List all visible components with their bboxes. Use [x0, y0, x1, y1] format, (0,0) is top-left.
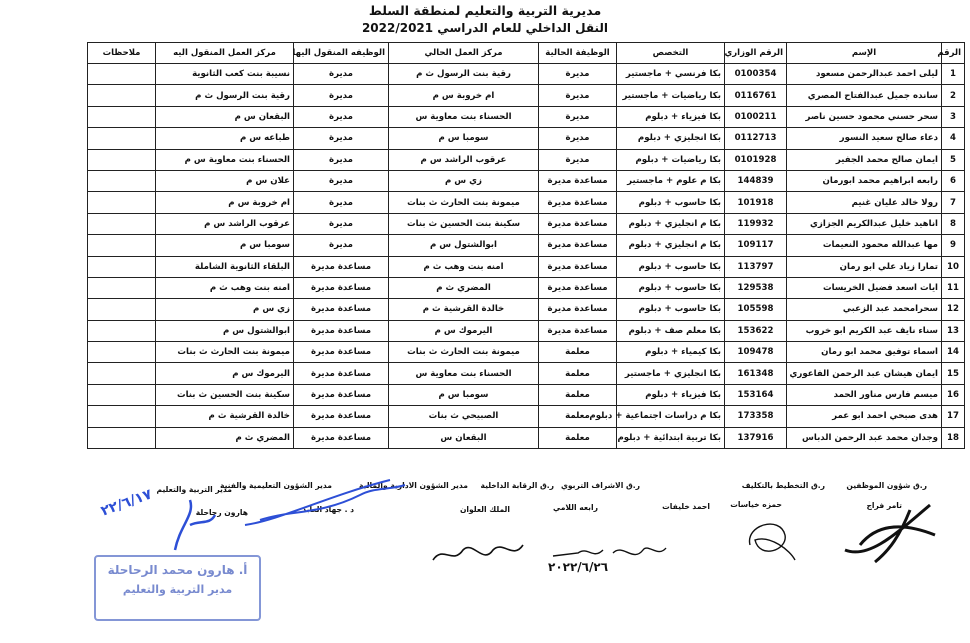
cell-specialty: بكا انجليزي + ماجستير — [617, 363, 725, 384]
cell-name: اناهيد خليل عبدالكريم الجزازي — [787, 213, 942, 234]
cell-specialty: بكا فيزياء + دبلوم — [617, 384, 725, 405]
cell-notes — [88, 427, 156, 448]
cell-national-id: 0100211 — [725, 106, 787, 127]
cell-specialty: بكا فيزياء + دبلوم — [617, 106, 725, 127]
cell-current-school: سكينة بنت الحسين ث بنات — [389, 213, 539, 234]
cell-new-job: مديرة — [294, 106, 389, 127]
col-header-notes: ملاحظات — [88, 43, 156, 64]
cell-current-school: المضري ث م — [389, 277, 539, 298]
cell-notes — [88, 85, 156, 106]
cell-number: 1 — [942, 64, 965, 85]
cell-notes — [88, 299, 156, 320]
cell-national-id: 153164 — [725, 384, 787, 405]
cell-current-job: معلمة — [539, 406, 617, 427]
cell-notes — [88, 106, 156, 127]
cell-name: رولا خالد عليان غنيم — [787, 192, 942, 213]
cell-name: ميسم فارس مناور الحمد — [787, 384, 942, 405]
cell-name: رابعه ابراهيم محمد ابورمان — [787, 170, 942, 191]
cell-notes — [88, 363, 156, 384]
cell-number: 16 — [942, 384, 965, 405]
cell-national-id: 137916 — [725, 427, 787, 448]
cell-name: ليلى احمد عبدالرحمن مسعود — [787, 64, 942, 85]
cell-new-job: مساعدة مديرة — [294, 320, 389, 341]
table-row — [88, 235, 965, 256]
cell-current-school: الحسناء بنت معاوية س — [389, 363, 539, 384]
cell-notes — [88, 256, 156, 277]
table-row — [88, 128, 965, 149]
cell-new-job: مديرة — [294, 64, 389, 85]
cell-specialty: بكا حاسوب + دبلوم — [617, 299, 725, 320]
table-row — [88, 85, 965, 106]
cell-current-school: امنه بنت وهب ث م — [389, 256, 539, 277]
cell-national-id: 144839 — [725, 170, 787, 191]
cell-national-id: 153622 — [725, 320, 787, 341]
cell-specialty: بكا حاسوب + دبلوم — [617, 192, 725, 213]
cell-current-job: مديرة — [539, 149, 617, 170]
cell-destination: علان س م — [156, 170, 294, 191]
role-director: مدير التربية والتعليم — [156, 485, 232, 494]
cell-national-id: 161348 — [725, 363, 787, 384]
col-header-destination: مركز العمل المنقول اليه — [156, 43, 294, 64]
cell-specialty: بكا م انجليزي + دبلوم — [617, 235, 725, 256]
cell-new-job: مساعدة مديرة — [294, 256, 389, 277]
cell-current-job: معلمة — [539, 384, 617, 405]
col-header-national-id: الرقم الوزاري — [725, 43, 787, 64]
cell-new-job: مساعدة مديرة — [294, 277, 389, 298]
cell-name: ايمان هيشان عبد الرحمن الفاعوري — [787, 363, 942, 384]
cell-notes — [88, 320, 156, 341]
cell-number: 17 — [942, 406, 965, 427]
cell-current-job: مساعدة مديرة — [539, 277, 617, 298]
cell-number: 9 — [942, 235, 965, 256]
cell-current-school: الصبيحي ث بنات — [389, 406, 539, 427]
cell-new-job: مديرة — [294, 128, 389, 149]
cell-current-school: ام خروبة س م — [389, 85, 539, 106]
cell-name: سانده جميل عبدالفتاح المصري — [787, 85, 942, 106]
cell-notes — [88, 213, 156, 234]
cell-name: دعاء صالح سعيد النسور — [787, 128, 942, 149]
cell-new-job: مساعدة مديرة — [294, 363, 389, 384]
cell-specialty: بكا معلم صف + دبلوم — [617, 320, 725, 341]
cell-destination: خالدة القرشية ث م — [156, 406, 294, 427]
role-admin-finance: مدير الشؤون الادارية والمالية — [359, 481, 468, 490]
cell-specialty: بكا تربية ابتدائية + دبلوم — [617, 427, 725, 448]
cell-new-job: مساعدة مديرة — [294, 342, 389, 363]
cell-new-job: مديرة — [294, 149, 389, 170]
signature-ahmad — [608, 538, 668, 568]
handwritten-date-director: ٢٢/٦/١٧ — [98, 486, 155, 520]
signer-alwan: الملك العلوان — [459, 505, 510, 514]
cell-destination: طباعه س م — [156, 128, 294, 149]
col-header-specialty: التخصص — [617, 43, 725, 64]
cell-specialty: بكا رياضيات + ماجستير — [617, 85, 725, 106]
cell-current-job: مديرة — [539, 64, 617, 85]
signer-haroun: هارون رحاحلة — [195, 508, 248, 517]
cell-current-school: رقية بنت الرسول ث م — [389, 64, 539, 85]
cell-current-job: معلمة — [539, 363, 617, 384]
cell-destination: البقعان س م — [156, 106, 294, 127]
cell-new-job: مديرة — [294, 85, 389, 106]
cell-current-job: مساعدة مديرة — [539, 320, 617, 341]
cell-national-id: 129538 — [725, 277, 787, 298]
signer-ahmad: احمد خليفات — [662, 502, 710, 511]
signer-tamer: تامر فراج — [866, 501, 902, 510]
signature-haroun — [160, 495, 220, 555]
cell-destination: سومبا س م — [156, 235, 294, 256]
cell-current-school: ميمونة بنت الحارث ث بنات — [389, 192, 539, 213]
cell-destination: سكينة بنت الحسين ث بنات — [156, 384, 294, 405]
cell-specialty: بكا رياضيات + دبلوم — [617, 149, 725, 170]
cell-specialty: بكا حاسوب + دبلوم — [617, 277, 725, 298]
table-row — [88, 406, 965, 427]
cell-number: 14 — [942, 342, 965, 363]
cell-current-school: اليرموك س م — [389, 320, 539, 341]
cell-specialty: بكا انجليزي + دبلوم — [617, 128, 725, 149]
table-row — [88, 363, 965, 384]
stamp-name: أ. هارون محمد الرحاحلة — [107, 563, 248, 577]
cell-national-id: 0116761 — [725, 85, 787, 106]
cell-notes — [88, 277, 156, 298]
cell-number: 12 — [942, 299, 965, 320]
cell-notes — [88, 64, 156, 85]
cell-current-school: الحسناء بنت معاوية س — [389, 106, 539, 127]
table-row — [88, 170, 965, 191]
role-education-affairs: مدير الشؤون التعليمية والفنية — [219, 481, 332, 490]
cell-notes — [88, 342, 156, 363]
cell-notes — [88, 192, 156, 213]
cell-name: سحر حسني محمود حسين ناصر — [787, 106, 942, 127]
table-row — [88, 427, 965, 448]
col-header-number: الرقم — [942, 43, 965, 64]
cell-new-job: مديرة — [294, 192, 389, 213]
table-row — [88, 106, 965, 127]
signature-jihad — [240, 475, 410, 535]
cell-national-id: 105598 — [725, 299, 787, 320]
table-row — [88, 299, 965, 320]
page-title: مديرية التربية والتعليم لمنطقة السلط — [368, 3, 602, 18]
cell-national-id: 0101928 — [725, 149, 787, 170]
col-header-new-job: الوظيفه المنقول اليها — [294, 43, 389, 64]
cell-notes — [88, 128, 156, 149]
cell-current-school: عرقوب الراشد س م — [389, 149, 539, 170]
cell-current-school: زي س م — [389, 170, 539, 191]
cell-current-job: مساعدة مديرة — [539, 235, 617, 256]
table-row — [88, 192, 965, 213]
cell-national-id: 173358 — [725, 406, 787, 427]
cell-specialty: بكا كيمياء + دبلوم — [617, 342, 725, 363]
cell-notes — [88, 149, 156, 170]
cell-name: تمارا زياد علي ابو رمان — [787, 256, 942, 277]
cell-number: 11 — [942, 277, 965, 298]
cell-current-job: مديرة — [539, 85, 617, 106]
cell-current-job: مساعدة مديرة — [539, 213, 617, 234]
cell-number: 8 — [942, 213, 965, 234]
col-header-name: الإسم — [787, 43, 942, 64]
cell-new-job: مديرة — [294, 213, 389, 234]
cell-new-job: مديرة — [294, 170, 389, 191]
col-header-current-school: مركز العمل الحالي — [389, 43, 539, 64]
cell-destination: عرقوب الراشد س م — [156, 213, 294, 234]
cell-name: وجدان محمد عبد الرحمن الدباس — [787, 427, 942, 448]
table-row — [88, 342, 965, 363]
cell-current-job: مساعدة مديرة — [539, 192, 617, 213]
signer-rabea: رابعه اللامي — [553, 503, 598, 512]
signature-hamza — [740, 505, 800, 565]
signed-date: ٢٠٢٢/٦/٢٦ — [548, 560, 609, 574]
cell-national-id: 109478 — [725, 342, 787, 363]
cell-current-school: ابوالشتول س م — [389, 235, 539, 256]
cell-current-school: سومبا س م — [389, 128, 539, 149]
director-stamp — [94, 555, 261, 621]
transfer-table — [87, 42, 965, 449]
cell-national-id: 101918 — [725, 192, 787, 213]
cell-destination: نسيبة بنت كعب الثانوية — [156, 64, 294, 85]
table-row — [88, 256, 965, 277]
table-row — [88, 149, 965, 170]
cell-current-job: مساعدة مديرة — [539, 170, 617, 191]
cell-current-job: مديرة — [539, 128, 617, 149]
cell-name: ايمان صالح محمد الجفير — [787, 149, 942, 170]
table-row — [88, 64, 965, 85]
cell-specialty: بكا م دراسات اجتماعية + دبلوم — [617, 406, 725, 427]
table-row — [88, 384, 965, 405]
cell-national-id: 109117 — [725, 235, 787, 256]
cell-number: 13 — [942, 320, 965, 341]
cell-name: مها عبدالله محمود النعيمات — [787, 235, 942, 256]
cell-current-school: ميمونة بنت الحارث ث بنات — [389, 342, 539, 363]
cell-destination: امنه بنت وهب ث م — [156, 277, 294, 298]
cell-specialty: بكا م انجليزي + دبلوم — [617, 213, 725, 234]
cell-national-id: 0100354 — [725, 64, 787, 85]
signer-jihad: د . جهاد العابد — [302, 505, 354, 514]
cell-notes — [88, 235, 156, 256]
cell-notes — [88, 170, 156, 191]
role-supervision: ر.ق الاشراف التربوي — [560, 481, 640, 490]
signature-tamer — [840, 490, 950, 570]
cell-destination: المضري ث م — [156, 427, 294, 448]
cell-name: سناء نايف عبد الكريم ابو خروب — [787, 320, 942, 341]
cell-notes — [88, 406, 156, 427]
cell-specialty: بكا م علوم + ماجستير — [617, 170, 725, 191]
cell-number: 6 — [942, 170, 965, 191]
cell-destination: اليرموك س م — [156, 363, 294, 384]
cell-number: 10 — [942, 256, 965, 277]
cell-current-job: معلمة — [539, 342, 617, 363]
cell-number: 7 — [942, 192, 965, 213]
cell-new-job: مديرة — [294, 235, 389, 256]
cell-new-job: مساعدة مديرة — [294, 406, 389, 427]
cell-national-id: 113797 — [725, 256, 787, 277]
table-row — [88, 320, 965, 341]
stamp-title: مدير التربية والتعليم — [122, 583, 233, 596]
cell-new-job: مساعدة مديرة — [294, 299, 389, 320]
cell-name: هدى صبحي احمد ابو عمر — [787, 406, 942, 427]
cell-destination: ام خروبة س م — [156, 192, 294, 213]
cell-national-id: 0112713 — [725, 128, 787, 149]
table-header-row — [88, 43, 965, 64]
table-row — [88, 213, 965, 234]
cell-name: ايات اسعد فضيل الخريسات — [787, 277, 942, 298]
cell-destination: ميمونة بنت الحارث ث بنات — [156, 342, 294, 363]
cell-current-job: معلمة — [539, 427, 617, 448]
cell-destination: زي س م — [156, 299, 294, 320]
cell-number: 3 — [942, 106, 965, 127]
cell-current-job: مساعدة مديرة — [539, 299, 617, 320]
cell-national-id: 119932 — [725, 213, 787, 234]
signer-hamza: حمزه خياسات — [730, 500, 782, 509]
cell-current-job: مساعدة مديرة — [539, 256, 617, 277]
cell-number: 5 — [942, 149, 965, 170]
cell-destination: الحسناء بنت معاوية س م — [156, 149, 294, 170]
page-subtitle: النقل الداخلي للعام الدراسي 2022/2021 — [361, 21, 609, 35]
cell-specialty: بكا حاسوب + دبلوم — [617, 256, 725, 277]
cell-current-school: سومبا س م — [389, 384, 539, 405]
cell-number: 15 — [942, 363, 965, 384]
table-row — [88, 277, 965, 298]
cell-number: 18 — [942, 427, 965, 448]
cell-new-job: مساعدة مديرة — [294, 384, 389, 405]
cell-name: اسماء توفيق محمد ابو رمان — [787, 342, 942, 363]
cell-destination: رقية بنت الرسول ث م — [156, 85, 294, 106]
cell-current-school: البقعان س — [389, 427, 539, 448]
cell-destination: البلقاء الثانوية الشاملة — [156, 256, 294, 277]
role-planning: ر.ق التخطيط بالتكليف — [741, 481, 825, 490]
cell-number: 2 — [942, 85, 965, 106]
cell-current-school: خالدة القرشية ث م — [389, 299, 539, 320]
cell-number: 4 — [942, 128, 965, 149]
cell-name: سحرامحمد عبد الزعبي — [787, 299, 942, 320]
role-hr: ر.ق شؤون الموظفين — [846, 481, 927, 490]
cell-current-job: مديرة — [539, 106, 617, 127]
cell-new-job: مساعدة مديرة — [294, 427, 389, 448]
col-header-current-job: الوظيفة الحالية — [539, 43, 617, 64]
role-internal-audit: ر.ق الرقابة الداخلية — [480, 481, 554, 490]
cell-specialty: بكا فرنسي + ماجستير — [617, 64, 725, 85]
cell-destination: ابوالشتول س م — [156, 320, 294, 341]
cell-notes — [88, 384, 156, 405]
signature-alwan — [428, 520, 528, 575]
